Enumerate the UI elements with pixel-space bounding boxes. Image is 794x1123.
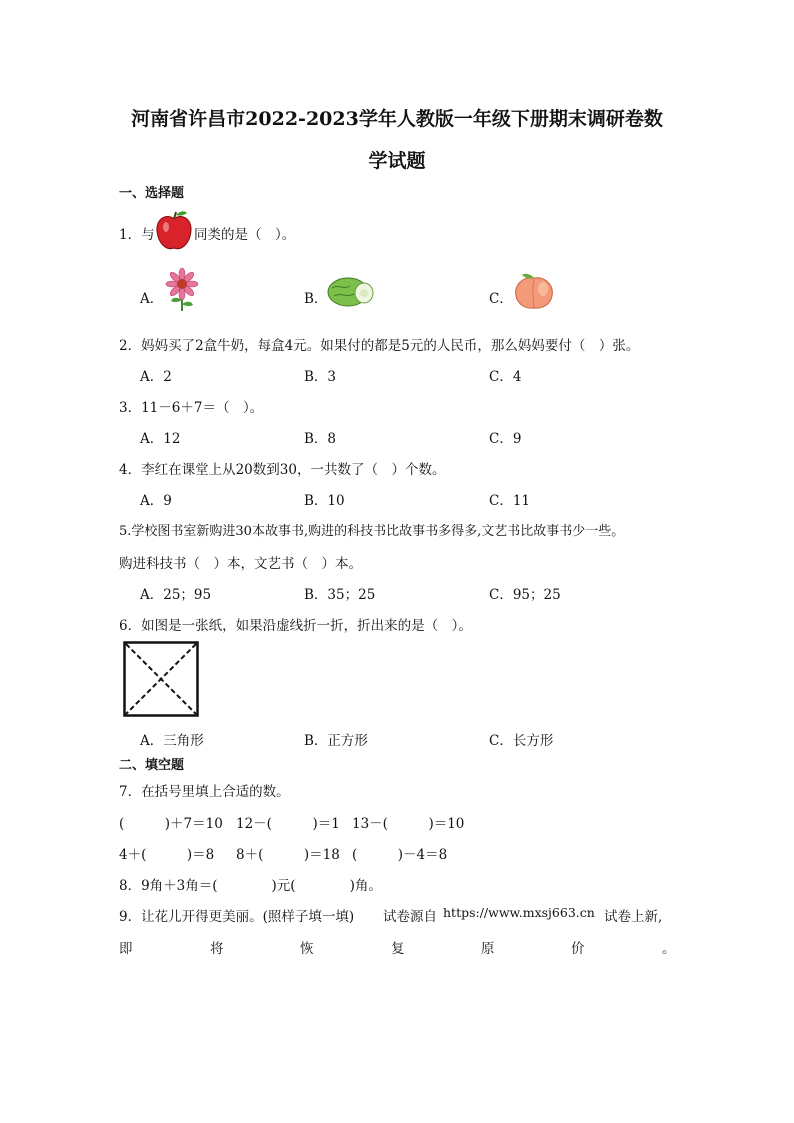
question-5-line-2: 购进科技书（ ）本，文艺书（ ）本。	[119, 556, 362, 572]
question-7-blank-6[interactable]: ( )－4＝8	[352, 847, 448, 863]
question-1-suffix: 同类的是（ ）。	[194, 227, 296, 243]
question-6: 6．如图是一张纸，如果沿虚线折一折，折出来的是（ ）。	[119, 618, 472, 634]
question-3: 3．11－6＋7＝（ ）。	[119, 400, 264, 416]
question-7-blank-3[interactable]: 13－( )＝10	[352, 816, 465, 832]
question-8[interactable]: 8．9角＋3角＝( )元( )角。	[119, 878, 382, 894]
watermark-char-4: 复	[391, 941, 405, 957]
page-title: 河南省许昌市2022-2023学年人教版一年级下册期末调研卷数	[131, 108, 663, 130]
watermark-source-label: 试卷源自	[383, 909, 437, 925]
watermark-url-link[interactable]: https://www.mxsj663.cn	[443, 905, 595, 920]
question-3-option-b[interactable]: B．8	[304, 431, 337, 447]
question-3-option-a[interactable]: A．12	[140, 431, 181, 447]
watermark-char-5: 原	[481, 941, 495, 957]
question-1-prefix: 1．与	[119, 227, 155, 243]
watermark-new-label: 试卷上新,	[604, 909, 663, 925]
page-title-continued: 学试题	[368, 150, 426, 172]
question-7-blank-1[interactable]: ( )＋7＝10	[119, 816, 223, 832]
question-7-blank-4[interactable]: 4＋( )＝8	[119, 847, 215, 863]
question-5-option-a[interactable]: A．25；95	[140, 587, 212, 603]
question-5-option-b[interactable]: B．35；25	[304, 587, 376, 603]
apple-icon	[155, 210, 193, 252]
question-7-blank-2[interactable]: 12－( )＝1	[236, 816, 340, 832]
question-6-option-c[interactable]: C．长方形	[489, 733, 554, 749]
cabbage-icon	[326, 276, 374, 308]
question-4-option-c[interactable]: C．11	[489, 493, 531, 509]
watermark-char-2: 将	[210, 941, 224, 957]
question-5-option-c[interactable]: C．95；25	[489, 587, 561, 603]
question-2-option-b[interactable]: B．3	[304, 369, 337, 385]
question-1-option-a[interactable]: A．	[140, 291, 164, 307]
question-7-blank-5[interactable]: 8＋( )＝18	[236, 847, 340, 863]
question-2-option-a[interactable]: A．2	[140, 369, 172, 385]
watermark-char-7: 。	[662, 941, 676, 957]
question-7: 7．在括号里填上合适的数。	[119, 784, 290, 800]
question-2-option-c[interactable]: C．4	[489, 369, 522, 385]
question-9: 9．让花儿开得更美丽。(照样子填一填)	[119, 909, 355, 925]
question-5-line-1: 5.学校图书室新购进30本故事书,购进的科技书比故事书多得多,文艺书比故事书少一些。	[119, 524, 625, 539]
watermark-char-3: 恢	[300, 941, 314, 957]
question-6-option-a[interactable]: A．三角形	[140, 733, 204, 749]
question-2: 2．妈妈买了2盒牛奶，每盒4元。如果付的都是5元的人民币，那么妈妈要付（ ）张。	[119, 338, 640, 354]
question-4: 4．李红在课堂上从20数到30，一共数了（ ）个数。	[119, 462, 446, 478]
section-heading-choice: 一、选择题	[119, 186, 185, 201]
watermark-char-1: 即	[119, 941, 133, 957]
question-4-option-a[interactable]: A．9	[140, 493, 172, 509]
question-3-option-c[interactable]: C．9	[489, 431, 522, 447]
folded-square-paper-figure	[123, 641, 199, 717]
question-6-option-b[interactable]: B．正方形	[304, 733, 368, 749]
flower-icon	[166, 268, 198, 312]
section-heading-fill-in: 二、填空题	[119, 758, 185, 773]
peach-icon	[512, 272, 556, 310]
question-1-option-b[interactable]: B．	[304, 291, 328, 307]
question-1-option-c[interactable]: C．	[489, 291, 513, 307]
question-4-option-b[interactable]: B．10	[304, 493, 345, 509]
watermark-char-6: 价	[571, 941, 585, 957]
